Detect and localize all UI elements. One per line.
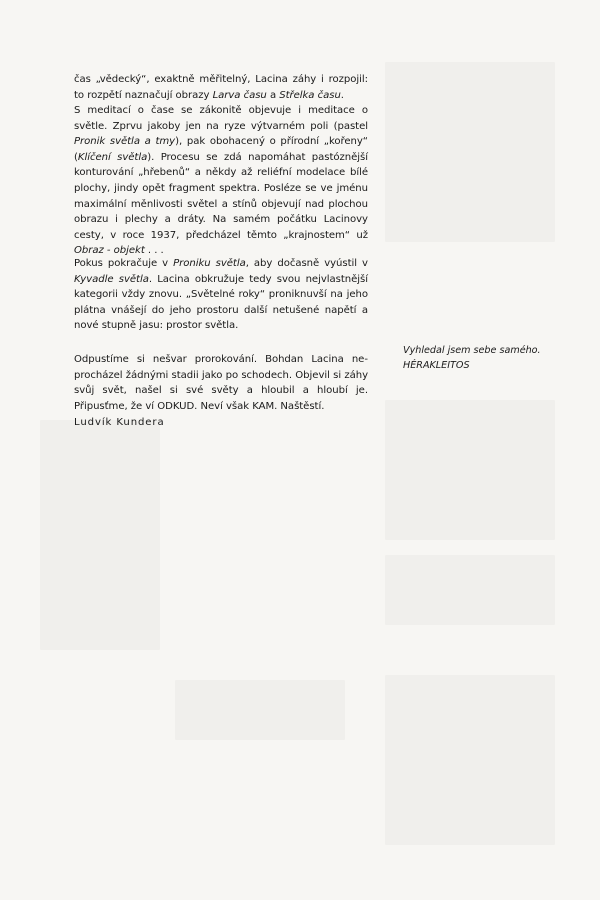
work-title: Klíčení světla — [77, 151, 148, 163]
paragraph-conclusion: Odpustíme si nešvar prorokování. Bohdan Lacina neprocházel žádnými stadii jako po schodech. Objevil si záhy svůj svět, našel si své světy a hloubil a hloubí je. Připusťme, že ví ODKUD. Neví však KAM. Naštěstí. — [74, 354, 368, 412]
work-title: Pronik světla a tmy — [74, 136, 176, 148]
paragraph-time: čas „vědecký“, exaktně měřitelný, Lacina záhy i rozpojil: to rozpětí naznačují obrazy Larva času a Střelka času. — [74, 74, 368, 101]
bleed-through-block — [40, 420, 160, 650]
bleed-through-block — [175, 680, 345, 740]
bleed-through-block — [385, 400, 555, 540]
epigraph-quote: Vyhledal jsem sebe samého. — [403, 345, 541, 356]
work-title: Kyvadle světla — [74, 273, 149, 285]
work-title: Obraz - objekt — [74, 245, 145, 257]
epigraph — [403, 344, 541, 373]
bleed-through-block — [385, 62, 555, 242]
work-title: Larva času — [212, 89, 267, 101]
work-title: Střelka času — [279, 89, 341, 101]
author-signature: Ludvík Kundera — [74, 417, 165, 428]
paragraph-pendulum: Pokus pokračuje v Proniku světla, aby dočasně vyústil v Kyvadle světla. Lacina obkružuje tedy svou nejvlastnější kategorii vždy znovu. „Světelné roky“ proniknuvší na jeho plátna vnášejí do jeho prostoru další netušené napětí a nové stupně jasu: prostor světla. — [74, 258, 368, 332]
paragraph-light-meditation: S meditací o čase se zákonitě objevuje i meditace o světle. Zprvu jakoby jen na ryze výtvarném poli (pastel Pronik světla a tmy), pak obohacený o přírodní „kořeny“ (Klíčení světla). Procesu se zdá napomáhat pastóznější konturování „hřebenů“ a někdy až reliéfní modelace bílé plochy, jindy opět fragment spektra. Posléze se ve jménu maximální měnlivosti světel a stínů objevují nad plochou obrazu i plechy a dráty. Na samém počátku Lacinovy cesty, v roce 1937, předcházel těmto „krajnostem“ už Obraz - objekt . . . — [74, 105, 368, 257]
bleed-through-block — [385, 555, 555, 625]
bleed-through-block — [385, 675, 555, 845]
epigraph-author: HÉRAKLEITOS — [403, 359, 470, 371]
work-title: Proniku světla — [173, 258, 246, 269]
